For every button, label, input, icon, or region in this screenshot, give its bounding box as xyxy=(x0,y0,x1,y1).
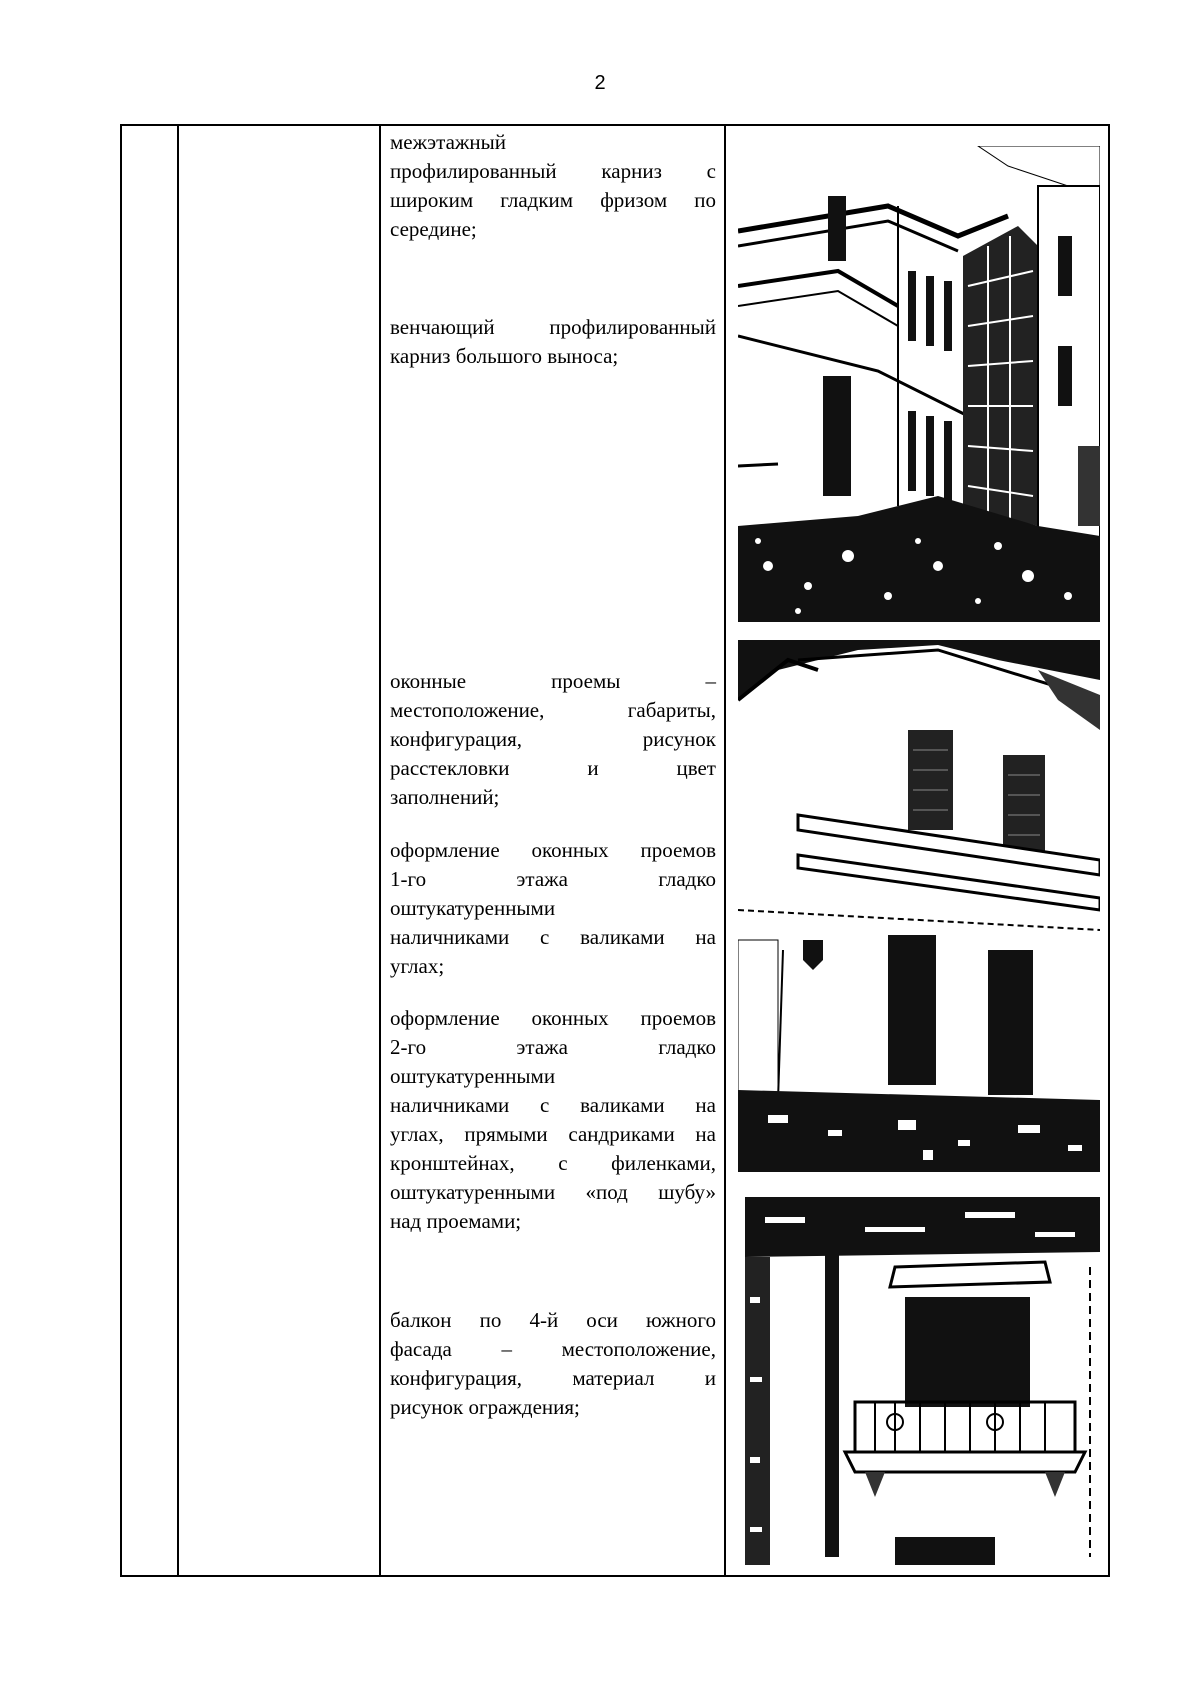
line: заполнений; xyxy=(390,785,500,809)
window-openings-facade-photo xyxy=(738,640,1100,1172)
table-left-border xyxy=(120,124,122,1577)
building-facade-corner-photo xyxy=(738,146,1100,622)
line: конфигурация, материал и xyxy=(390,1366,716,1390)
line: оштукатуренными «под шубу» xyxy=(390,1180,716,1204)
line: рисунок ограждения; xyxy=(390,1395,580,1419)
facade-corner-image xyxy=(738,146,1100,622)
line: местоположение, габариты, xyxy=(390,698,716,722)
item-window-openings xyxy=(390,667,716,812)
line: 1-го этажа гладко xyxy=(390,867,716,891)
line: профилированный карниз с xyxy=(390,159,716,183)
line: карниз большого выноса; xyxy=(390,344,619,368)
line: межэтажный xyxy=(390,130,506,154)
line: над проемами; xyxy=(390,1209,522,1233)
line: балкон по 4-й оси южного xyxy=(390,1308,716,1332)
line: оформление оконных проемов xyxy=(390,838,716,862)
line: середине; xyxy=(390,217,477,241)
line: фасада – местоположение, xyxy=(390,1337,716,1361)
table-column-divider-1 xyxy=(177,124,179,1577)
table-bottom-border xyxy=(120,1575,1110,1577)
line: венчающий профилированный xyxy=(390,315,716,339)
line: углах, прямыми сандриками на xyxy=(390,1122,716,1146)
balcony-facade-photo xyxy=(745,1197,1100,1565)
line: широким гладким фризом по xyxy=(390,188,716,212)
table-column-divider-3 xyxy=(724,124,726,1577)
item-crowning-cornice xyxy=(390,313,716,371)
line: 2-го этажа гладко xyxy=(390,1035,716,1059)
balcony-image xyxy=(745,1197,1100,1565)
table-column-divider-2 xyxy=(379,124,381,1577)
line: наличниками с валиками на xyxy=(390,925,716,949)
line: оконные проемы – xyxy=(390,669,716,693)
line: конфигурация, рисунок xyxy=(390,727,716,751)
item-second-floor-windows xyxy=(390,1004,716,1236)
table-top-border xyxy=(120,124,1110,126)
page-number: 2 xyxy=(594,72,606,94)
line: оштукатуренными xyxy=(390,1064,556,1088)
line: оштукатуренными xyxy=(390,896,556,920)
item-balcony xyxy=(390,1306,716,1422)
line: наличниками с валиками на xyxy=(390,1093,716,1117)
line: углах; xyxy=(390,954,445,978)
item-first-floor-windows xyxy=(390,836,716,981)
window-openings-image xyxy=(738,640,1100,1172)
item-interfloor-cornice xyxy=(390,128,716,244)
line: кронштейнах, с филенками, xyxy=(390,1151,716,1175)
table-right-border xyxy=(1108,124,1110,1577)
line: оформление оконных проемов xyxy=(390,1006,716,1030)
line: расстекловки и цвет xyxy=(390,756,716,780)
